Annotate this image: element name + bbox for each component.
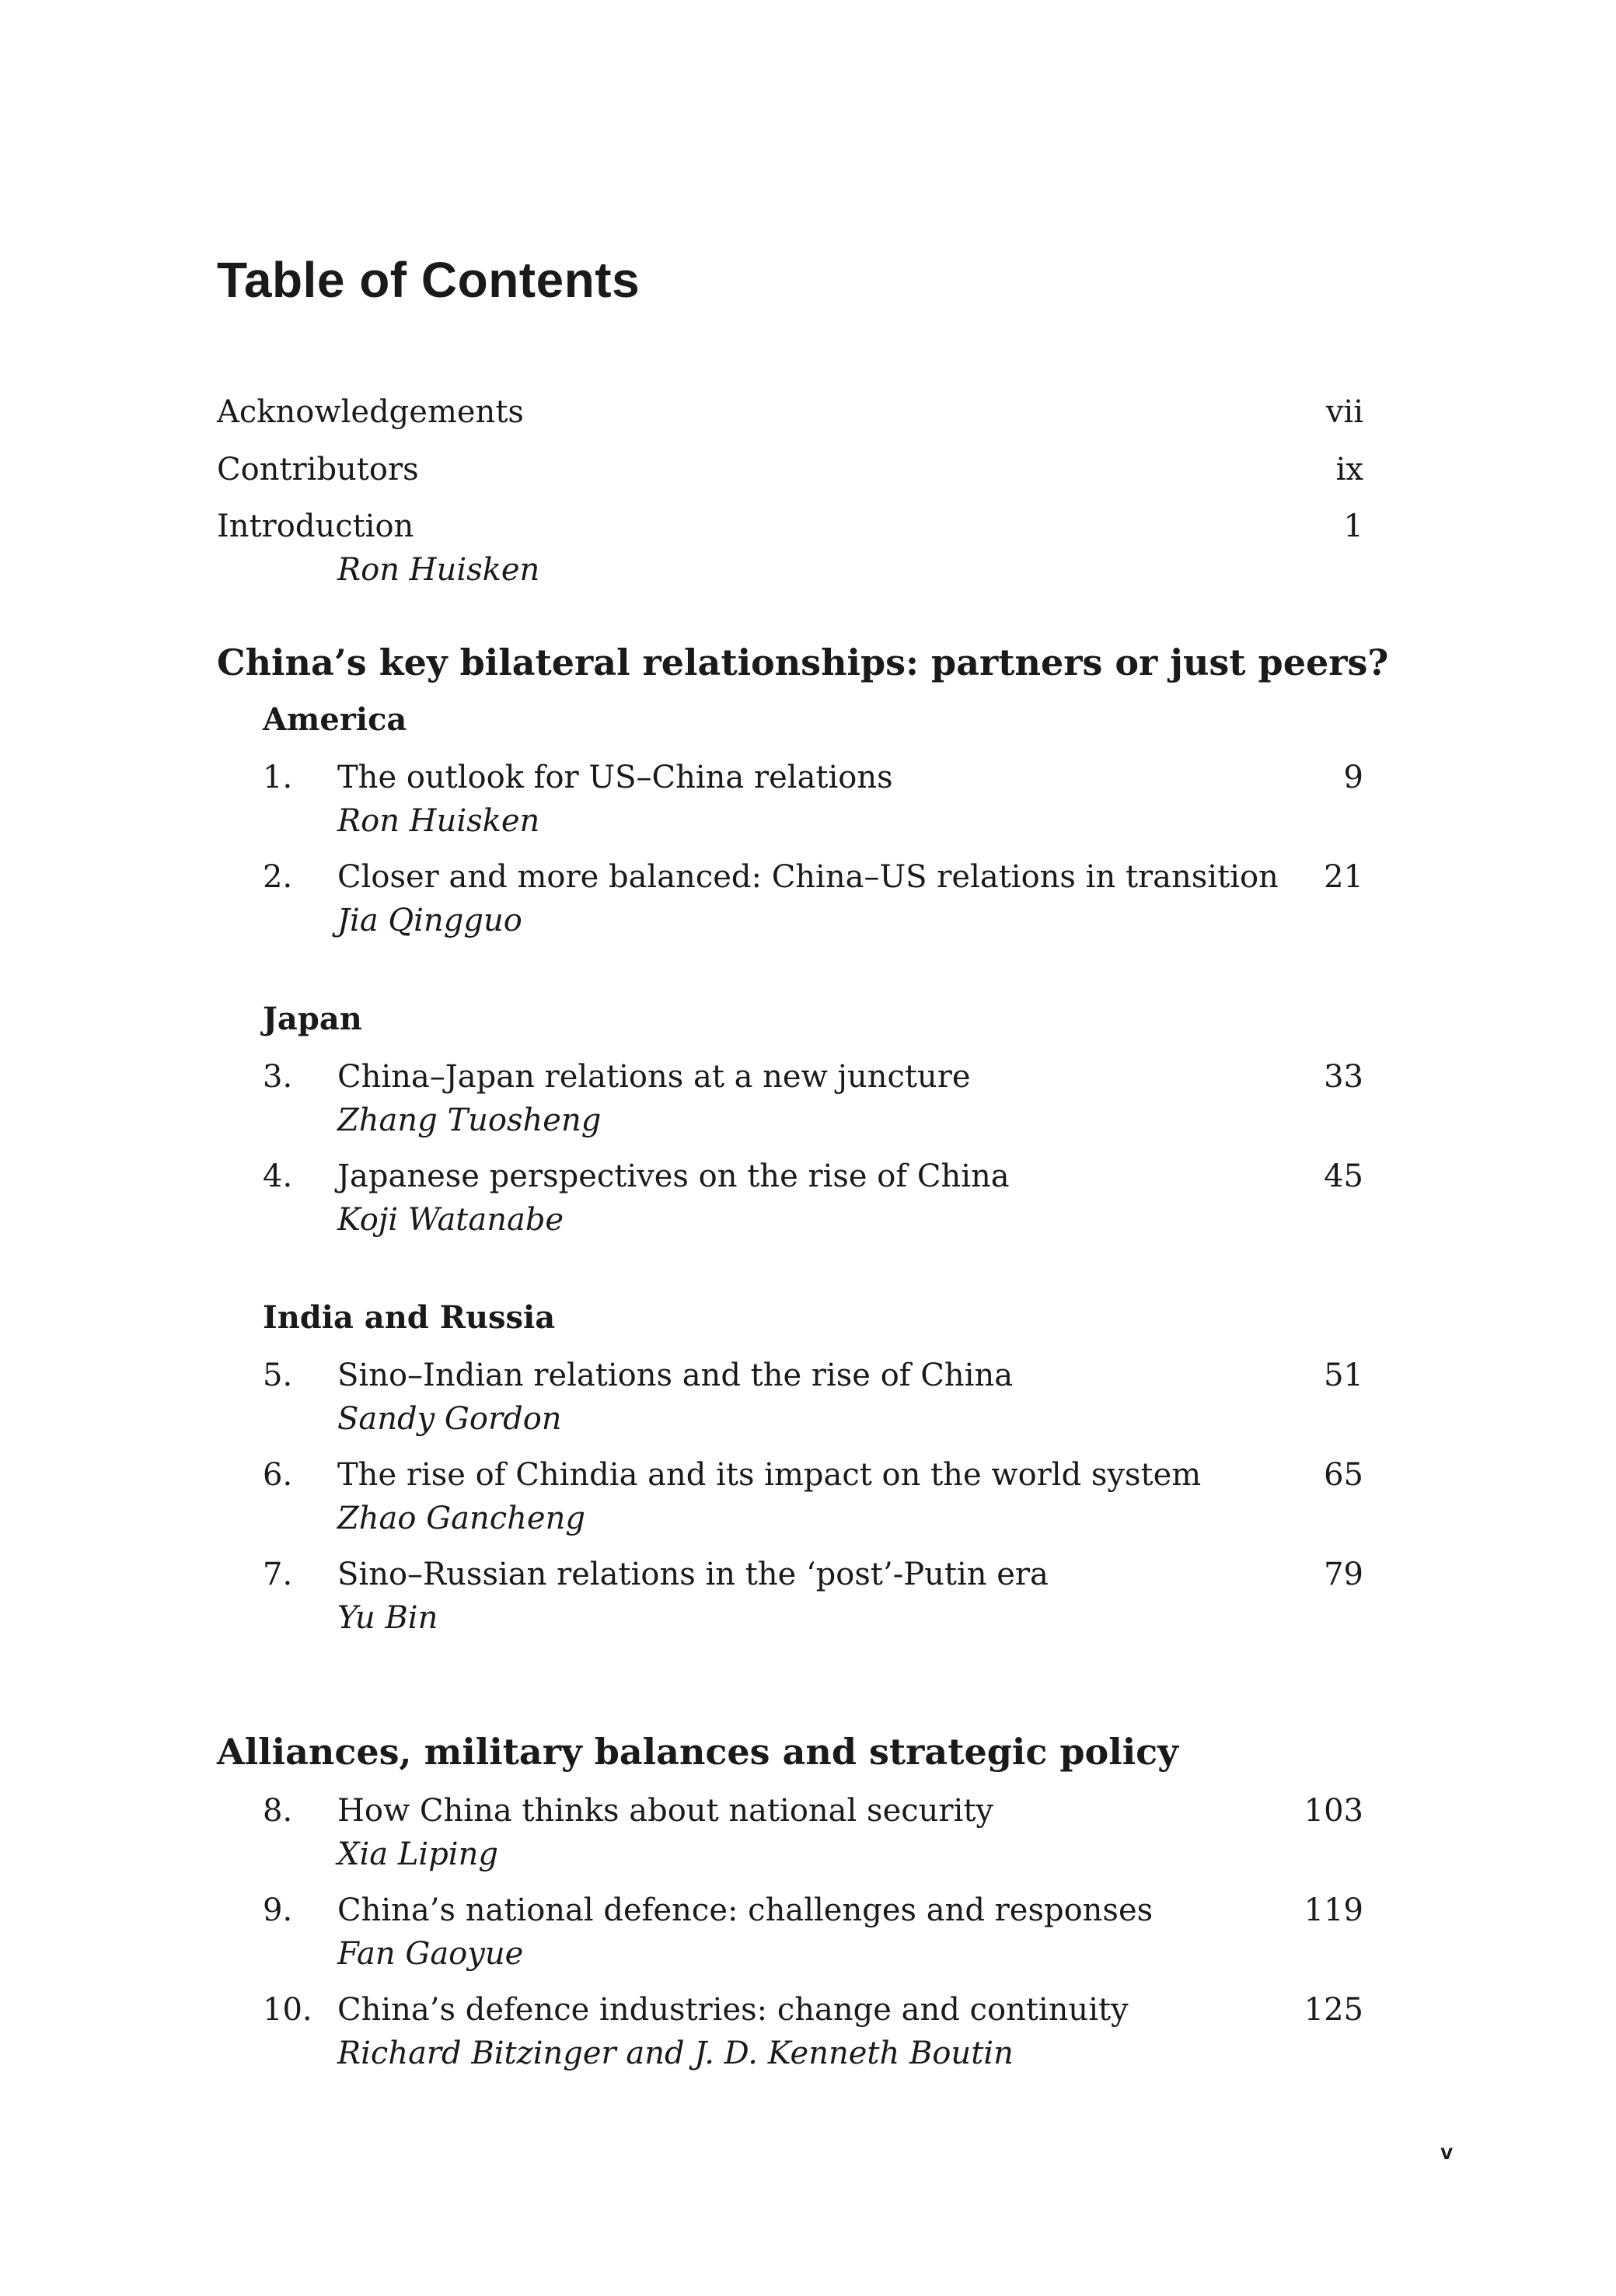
toc-entry-chapter-1[interactable]: The outlook for US–China relations <box>337 760 893 795</box>
toc-entry-chapter-7[interactable]: Sino–Russian relations in the ‘post’-Putin era <box>337 1557 1049 1592</box>
page-number: 45 <box>1324 1158 1363 1194</box>
toc-entry-introduction[interactable]: Introduction <box>217 508 414 544</box>
entry-author: Fan Gaoyue <box>337 1936 524 1972</box>
entry-author: Ron Huisken <box>337 803 540 839</box>
toc-entry-chapter-8[interactable]: How China thinks about national security <box>337 1793 993 1829</box>
toc-entry-contributors[interactable]: Contributors <box>217 452 419 488</box>
toc-entry-chapter-10[interactable]: China’s defence industries: change and continuity <box>337 1992 1129 2028</box>
page-number: 103 <box>1304 1793 1363 1829</box>
entry-author: Jia Qingguo <box>337 903 522 938</box>
chapter-number: 1. <box>263 760 293 795</box>
toc-entry-chapter-4[interactable]: Japanese perspectives on the rise of China <box>337 1158 1010 1194</box>
entry-author: Xia Liping <box>337 1836 498 1872</box>
part-heading: China’s key bilateral relationships: partners or just peers? <box>217 641 1389 683</box>
page-number: vii <box>1325 394 1363 430</box>
page-number: 79 <box>1324 1557 1363 1592</box>
chapter-number: 7. <box>263 1557 293 1592</box>
toc-entry-chapter-2[interactable]: Closer and more balanced: China–US relations in transition <box>337 859 1279 895</box>
page-title: Table of Contents <box>217 252 640 308</box>
chapter-number: 10. <box>263 1992 312 2028</box>
part-heading: Alliances, military balances and strategic policy <box>217 1731 1178 1773</box>
chapter-number: 4. <box>263 1158 293 1194</box>
chapter-number: 6. <box>263 1457 293 1493</box>
page-number: 51 <box>1324 1358 1363 1393</box>
entry-author: Yu Bin <box>337 1600 438 1636</box>
chapter-number: 8. <box>263 1793 293 1829</box>
chapter-number: 3. <box>263 1059 293 1095</box>
entry-author: Koji Watanabe <box>337 1202 564 1238</box>
toc-entry-chapter-3[interactable]: China–Japan relations at a new juncture <box>337 1059 971 1095</box>
subsection-heading-japan: Japan <box>263 1001 362 1037</box>
subsection-heading-america: America <box>263 701 407 738</box>
entry-author: Sandy Gordon <box>337 1401 562 1437</box>
toc-entry-chapter-6[interactable]: The rise of Chindia and its impact on the world system <box>337 1457 1202 1493</box>
chapter-number: 2. <box>263 859 293 895</box>
chapter-number: 9. <box>263 1892 293 1928</box>
page-number: 65 <box>1324 1457 1363 1493</box>
page-number: 33 <box>1324 1059 1363 1095</box>
page-number: 1 <box>1343 508 1363 544</box>
toc-entry-acknowledgements[interactable]: Acknowledgements <box>217 394 524 430</box>
page-number: 9 <box>1343 760 1363 795</box>
page-number: ix <box>1335 452 1363 488</box>
chapter-number: 5. <box>263 1358 293 1393</box>
toc-entry-chapter-5[interactable]: Sino–Indian relations and the rise of China <box>337 1358 1014 1393</box>
entry-author: Zhao Gancheng <box>337 1501 585 1536</box>
subsection-heading-india-russia: India and Russia <box>263 1299 556 1336</box>
entry-author: Ron Huisken <box>337 552 540 588</box>
toc-entry-chapter-9[interactable]: China’s national defence: challenges and responses <box>337 1892 1154 1928</box>
page-number: 125 <box>1304 1992 1363 2028</box>
page-number: 119 <box>1304 1892 1363 1928</box>
entry-author: Richard Bitzinger and J. D. Kenneth Boutin <box>337 2036 1014 2071</box>
page-number: 21 <box>1324 859 1363 895</box>
page-folio: v <box>1440 2140 1453 2164</box>
entry-author: Zhang Tuosheng <box>337 1103 602 1138</box>
